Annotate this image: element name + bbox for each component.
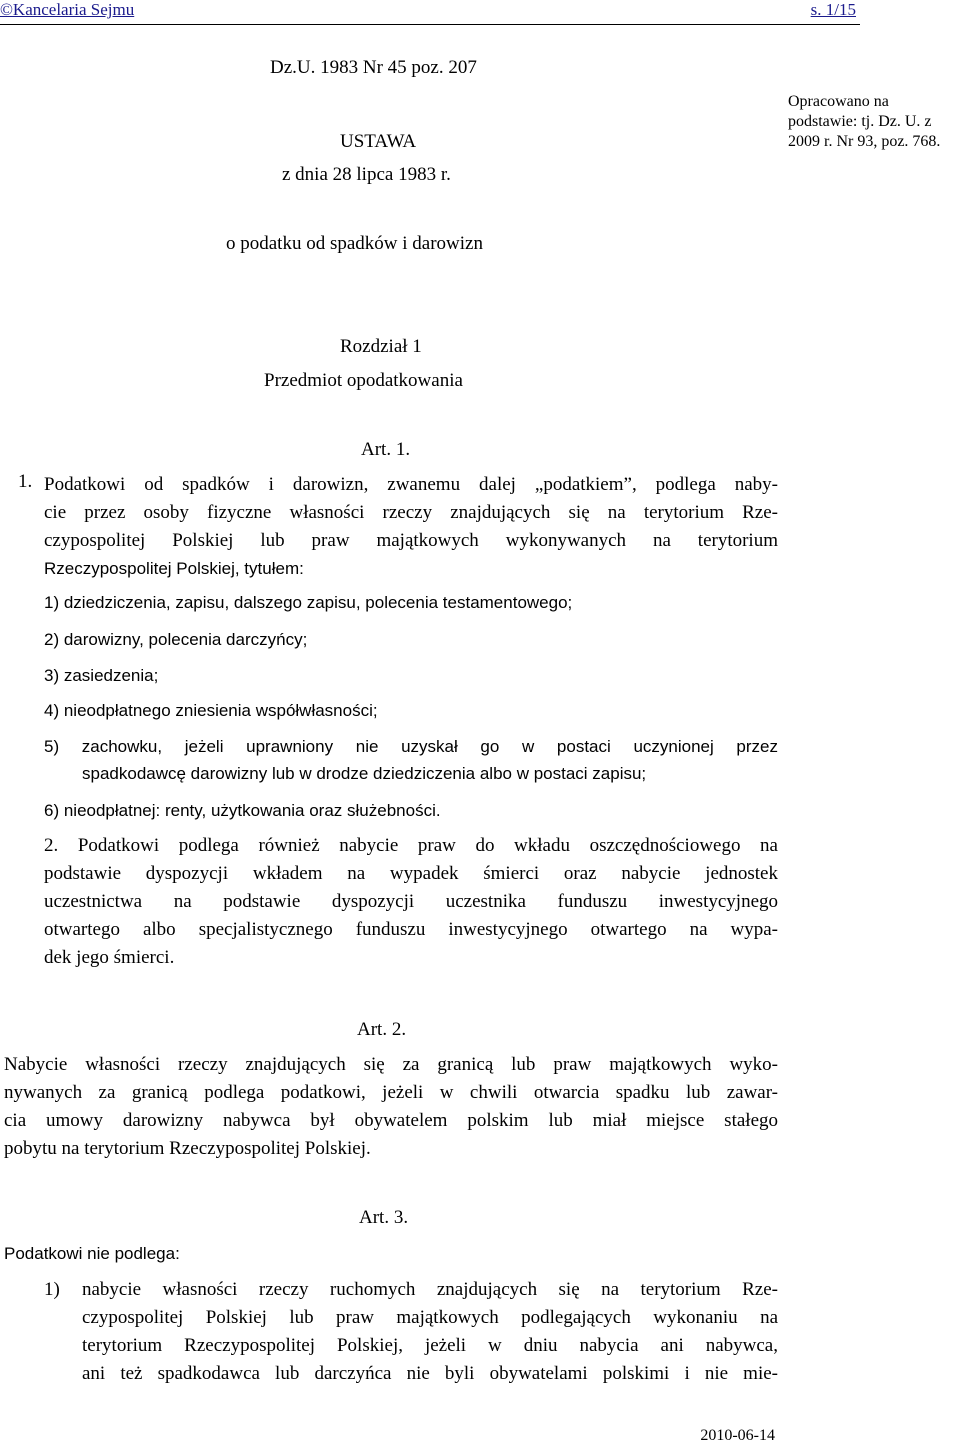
act-date: z dnia 28 lipca 1983 r. <box>282 164 451 185</box>
list-item: 1) dziedziczenia, zapisu, dalszego zapisu, polecenia testamentowego; <box>44 593 573 612</box>
list-item: 3) zasiedzenia; <box>44 666 159 685</box>
text-line: Rzeczypospolitej Polskiej, tytułem: <box>44 559 304 578</box>
text-line: pobytu na terytorium Rzeczypospolitej Polskiej. <box>4 1138 371 1159</box>
text-line: cia umowy darowizny nabywca był obywatelem polskim lub miał miejsce stałego <box>4 1110 778 1131</box>
text-line: ani też spadkodawca lub darczyńca nie byli obywatelami polskimi i nie mie- <box>82 1363 778 1384</box>
header-divider <box>0 24 860 25</box>
text-line: dek jego śmierci. <box>44 947 175 968</box>
text-line: Podatkowi od spadków i darowizn, zwanemu dalej „podatkiem”, podlega naby- <box>44 474 778 495</box>
art3-item1-number: 1) <box>44 1279 60 1300</box>
text-line: Nabycie własności rzeczy znajdujących się za granicą lub praw majątkowych wyko- <box>4 1054 778 1075</box>
copyright-link[interactable]: ©Kancelaria Sejmu <box>0 0 135 19</box>
art1-heading: Art. 1. <box>361 439 411 460</box>
act-type: USTAWA <box>340 131 417 152</box>
text-line: 2. Podatkowi podlega również nabycie praw do wkładu oszczędnościowego na <box>44 835 778 856</box>
consolidation-note: Opracowano na podstawie: tj. Dz. U. z 2009 r. Nr 93, poz. 768. <box>788 93 941 150</box>
list-item: 6) nieodpłatnej: renty, użytkowania oraz służebności. <box>44 801 441 820</box>
art1-paragraph-2 <box>44 832 778 972</box>
list-item-continuation: spadkodawcę darowizny lub w drodze dziedziczenia albo w postaci zapisu; <box>82 764 647 783</box>
list-item: 5) zachowku, jeżeli uprawniony nie uzyskał go w postaci uczynionej przez <box>44 737 778 756</box>
list-item: 2) darowizny, polecenia darczyńcy; <box>44 630 308 649</box>
text-line: czypospolitej Polskiej lub praw majątkowych podlegających wykonaniu na <box>82 1307 778 1328</box>
list-item: 4) nieodpłatnego zniesienia współwłasności; <box>44 701 378 720</box>
chapter-title: Przedmiot opodatkowania <box>264 370 463 391</box>
art1-p1-number: 1. <box>18 471 33 492</box>
document-date: 2010-06-14 <box>700 1427 775 1444</box>
text-line: cie przez osoby fizyczne własności rzeczy znajdujących się na terytorium Rze- <box>44 502 778 523</box>
page-number-link[interactable]: s. 1/15 <box>810 0 856 19</box>
text-line: podstawie dyspozycji wkładem na wypadek śmierci oraz nabycie jednostek <box>44 863 778 884</box>
text-line: nywanych za granicą podlega podatkowi, jeżeli w chwili otwarcia spadku lub zawar- <box>4 1082 778 1103</box>
text-line: terytorium Rzeczypospolitej Polskiej, jeżeli w dniu nabycia ani nabywca, <box>82 1335 778 1356</box>
text-line: nabycie własności rzeczy ruchomych znajdujących się na terytorium Rze- <box>82 1279 778 1300</box>
art3-item-1 <box>82 1276 778 1388</box>
art3-intro: Podatkowi nie podlega: <box>4 1244 180 1263</box>
art2-paragraph <box>4 1051 778 1163</box>
act-subject: o podatku od spadków i darowizn <box>226 233 483 254</box>
art1-paragraph-1 <box>44 471 778 583</box>
chapter-label: Rozdział 1 <box>340 336 422 357</box>
art3-heading: Art. 3. <box>359 1207 409 1228</box>
journal-reference: Dz.U. 1983 Nr 45 poz. 207 <box>270 57 477 78</box>
text-line: czypospolitej Polskiej lub praw majątkowych wykonywanych na terytorium <box>44 530 778 551</box>
text-line: otwartego albo specjalistycznego funduszu inwestycyjnego otwartego na wypa- <box>44 919 778 940</box>
text-line: uczestnictwa na podstawie dyspozycji uczestnika funduszu inwestycyjnego <box>44 891 778 912</box>
art2-heading: Art. 2. <box>357 1019 407 1040</box>
